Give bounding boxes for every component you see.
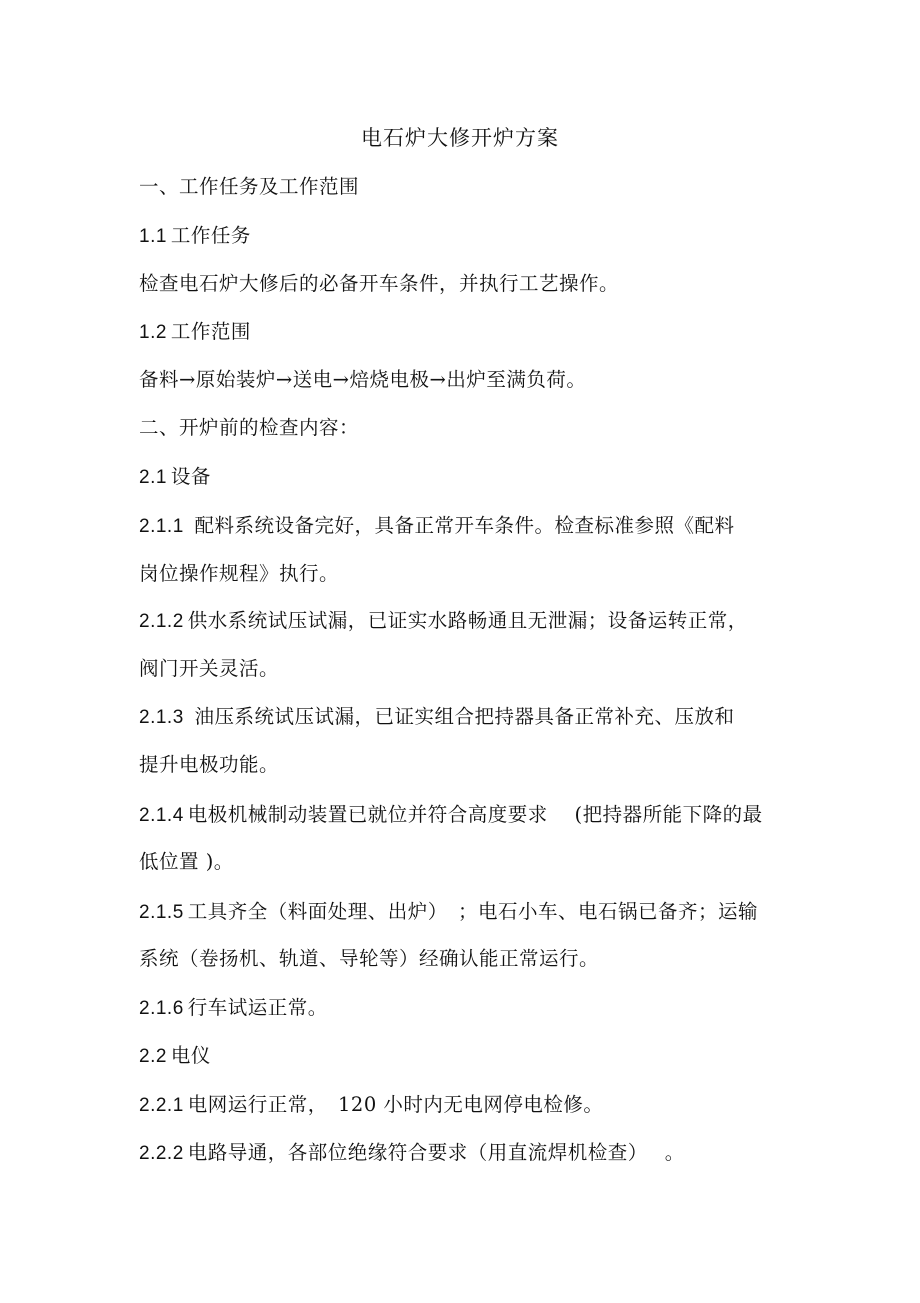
line-text: 配料系统设备完好，具备正常开车条件。检查标准参照《配料 [187,514,735,537]
paragraph-line [139,512,799,541]
paragraph-line [139,655,799,684]
subheading-1-1 [139,222,799,251]
line-number: 1.2 [139,322,167,343]
line-text: 阀门开关灵活。 [139,657,280,680]
subheading-2-1 [139,463,799,492]
line-number: 2.1.4 [139,805,184,826]
line-number: 2.2 [139,1046,167,1067]
section-heading-2 [139,414,799,443]
paragraph-line [139,560,799,589]
section-heading-1 [139,173,799,202]
line-text: 工作任务 [170,224,251,247]
line-text: 低位置 )。 [139,850,234,873]
line-text: 供水系统试压试漏，已证实水路畅通且无泄漏；设备运转正常， [187,609,748,632]
line-number: 2.1.1 [139,516,184,537]
subheading-2-2 [139,1042,799,1071]
line-number: 2.1.6 [139,998,184,1019]
document-title: 电石炉大修开炉方案 [361,126,559,150]
line-text: 提升电极功能。 [139,753,280,776]
paragraph-line [139,994,799,1023]
line-text: 工作范围 [170,320,251,343]
paragraph-line [139,945,799,974]
line-text: 工具齐全（料面处理、出炉） ；电石小车、电石锅已备齐；运输 [187,900,759,923]
line-text: 系统（卷扬机、轨道、导轮等）经确认能正常运行。 [139,947,600,970]
line-number: 2.1 [139,467,167,488]
line-text: 油压系统试压试漏，已证实组合把持器具备正常补充、压放和 [187,705,735,728]
paragraph-line [139,848,799,877]
paragraph-line [139,703,799,732]
line-text: 备料→原始装炉→送电→焙烧电极→出炉至满负荷。 [139,368,587,391]
line-text: 电仪 [170,1044,211,1067]
line-text: 岗位操作规程》执行。 [139,562,340,585]
line-number: 2.2.2 [139,1143,184,1164]
line-text: 电网运行正常， 120 小时内无电网停电检修。 [187,1093,604,1116]
line-number: 2.1.5 [139,902,184,923]
paragraph-line [139,607,799,636]
paragraph-line [139,801,799,830]
line-text: 电极机械制动装置已就位并符合高度要求 (把持器所能下降的最 [187,803,763,826]
paragraph-line [139,751,799,780]
paragraph-line [139,270,799,299]
paragraph-line [139,898,799,927]
line-number: 1.1 [139,226,167,247]
line-number: 2.1.2 [139,611,184,632]
line-number: 2.2.1 [139,1095,184,1116]
paragraph-line [139,366,799,395]
line-text: 检查电石炉大修后的必备开车条件，并执行工艺操作。 [139,272,620,295]
subheading-1-2 [139,318,799,347]
line-text: 二、开炉前的检查内容： [139,416,360,439]
line-text: 设备 [170,465,211,488]
line-text: 一、工作任务及工作范围 [139,175,360,198]
paragraph-line [139,1091,799,1120]
paragraph-line [139,1139,799,1168]
line-number: 2.1.3 [139,707,184,728]
line-text: 行车试运正常。 [187,996,328,1019]
line-text: 电路导通，各部位绝缘符合要求（用直流焊机检查） 。 [187,1141,685,1164]
